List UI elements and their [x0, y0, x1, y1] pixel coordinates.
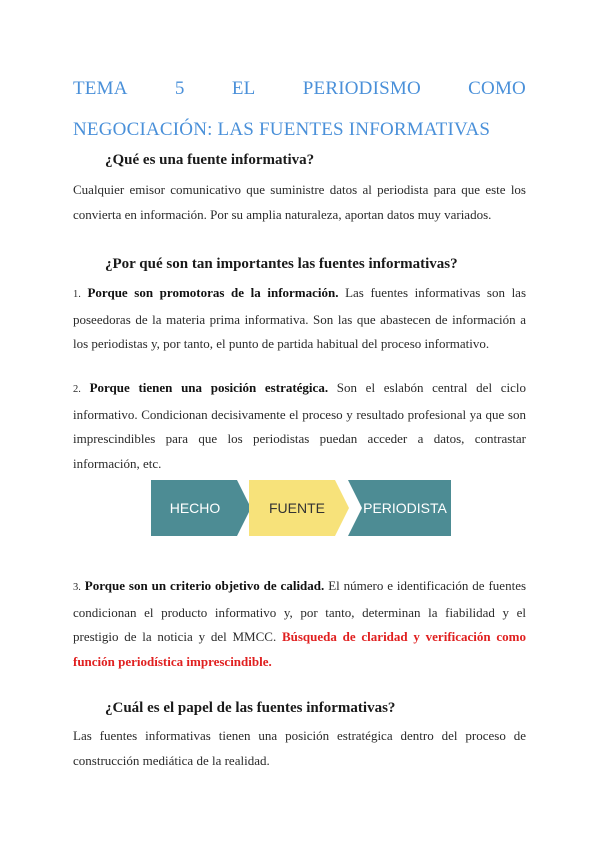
list-item-2	[73, 376, 526, 476]
list-item-3	[73, 574, 526, 674]
item-bold-lead: Porque tienen una posición estratégica.	[89, 380, 329, 395]
title-word: 5	[174, 78, 185, 99]
title-word: COMO	[468, 78, 526, 99]
title-line-2: NEGOCIACIÓN: LAS FUENTES INFORMATIVAS	[73, 119, 491, 140]
item-number: 2.	[73, 384, 81, 395]
title-line-1	[73, 78, 526, 100]
diagram-label-periodista: PERIODISTA	[363, 500, 447, 516]
highlight-text: Búsqueda de claridad y verificación como función periodística imprescindible.	[73, 629, 527, 669]
list-item-1	[73, 281, 526, 357]
item-number: 3.	[73, 582, 81, 593]
item-number: 1.	[73, 289, 81, 300]
paragraph-definition: Cualquier emisor comunicativo que suministre datos al periodista para que este los convierta en información. Por su amplia naturaleza, aportan datos muy variados.	[73, 182, 526, 222]
item-text: Las fuentes informativas son las poseedoras de la materia prima informativa. Son las que abastecen de información a los periodistas y, por tanto, el punto de partida habitual del proceso informativo.	[73, 285, 527, 351]
diagram-label-hecho: HECHO	[169, 500, 221, 516]
title-word: EL	[231, 78, 256, 99]
item-text: Son el eslabón central del ciclo informativo. Condicionan decisivamente el proceso y resultado profesional ya que son imprescindibles para que los periodistas puedan acceder a datos, contrastar información, etc.	[73, 380, 527, 471]
title-word: PERIODISMO	[302, 78, 421, 99]
process-diagram	[151, 480, 451, 536]
title-word: TEMA	[73, 78, 128, 99]
item-bold-lead: Porque son un criterio objetivo de calidad.	[84, 578, 325, 593]
diagram-label-fuente: FUENTE	[269, 500, 325, 516]
item-bold-lead: Porque son promotoras de la información.	[87, 285, 339, 300]
heading-what-is-source: ¿Qué es una fuente informativa?	[105, 152, 315, 168]
heading-role-of-sources: ¿Cuál es el papel de las fuentes informativas?	[105, 700, 396, 716]
heading-why-important: ¿Por qué son tan importantes las fuentes informativas?	[105, 256, 458, 272]
item-text: El número e identificación de fuentes condicionan el producto informativo y, por tanto, determinan la fiabilidad y el prestigio de la noticia y del MMCC.	[73, 578, 527, 644]
paragraph-role: Las fuentes informativas tienen una posición estratégica dentro del proceso de construcción mediática de la realidad.	[73, 728, 526, 768]
